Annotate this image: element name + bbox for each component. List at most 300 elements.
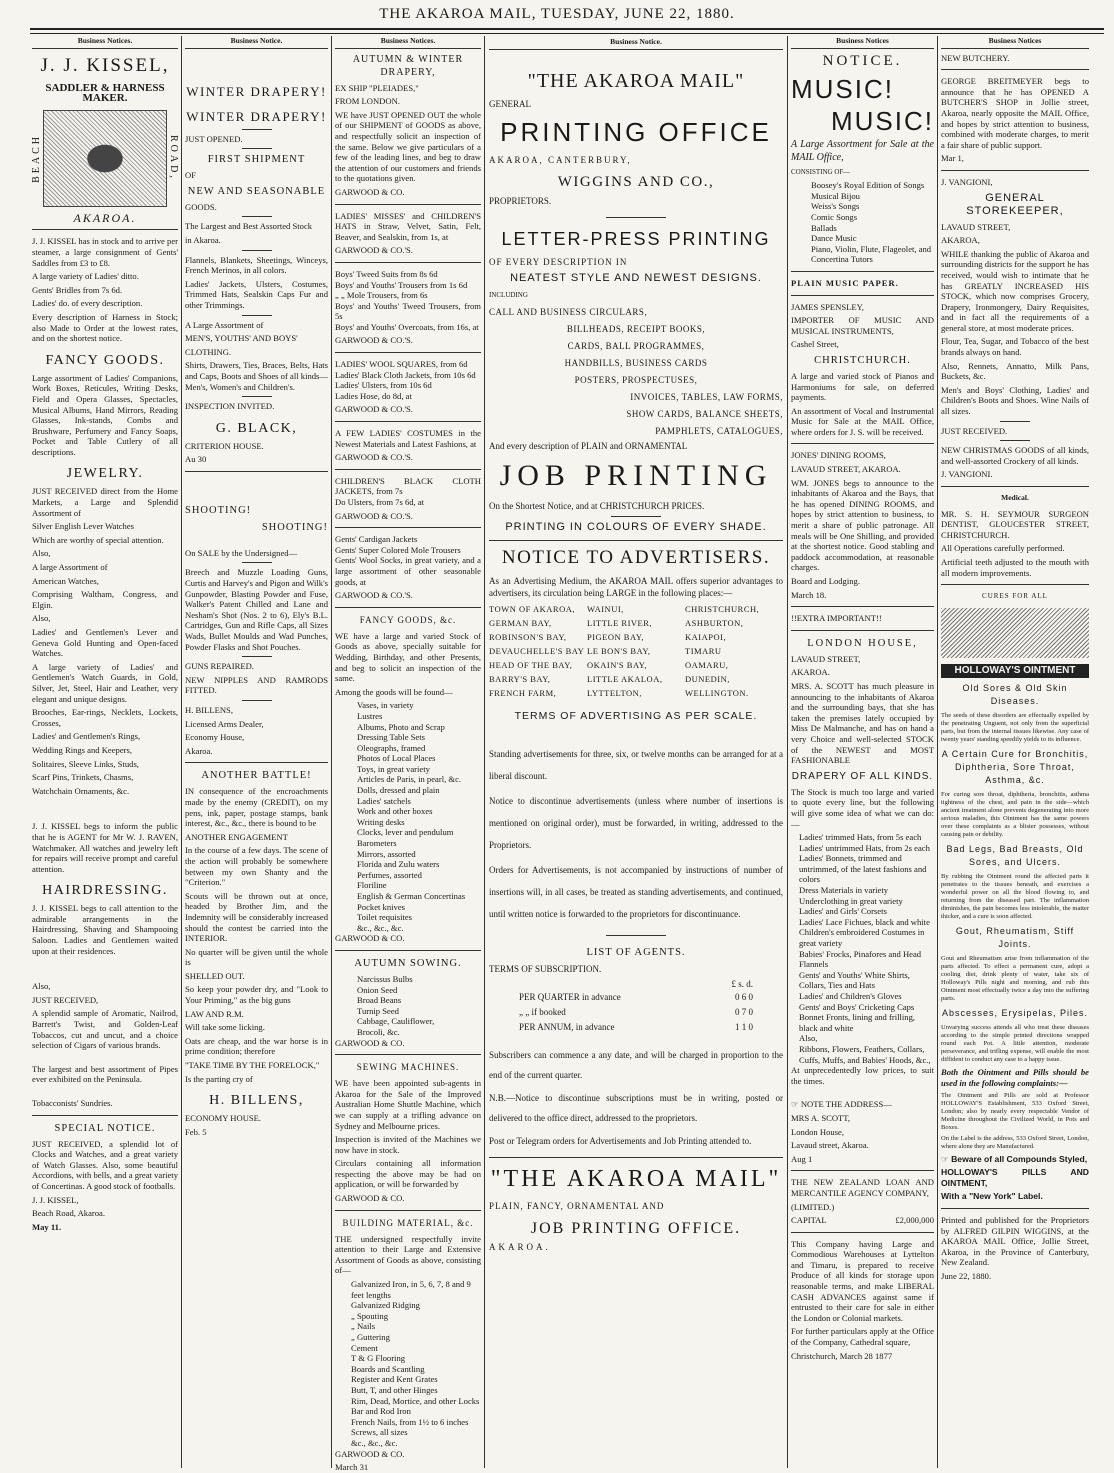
date: Christchurch, March 28 1877 [791,1350,893,1361]
paragraph: Circulars containing all information respecting the above may be had on application, or will be forwarded by [335,1158,481,1190]
column-divider [331,36,332,1468]
list-item: Screws, all sizes [351,1427,408,1438]
town-name: PIGEON BAY, [587,632,644,642]
section-heading: Old Sores & Old Skin Diseases. [962,683,1068,707]
section-heading: FANCY GOODS. [45,352,165,368]
paper-title: "THE AKAROA MAIL" [527,70,745,92]
signature: GARWOOD & CO. [335,933,405,944]
paragraph: GEORGE BREITMEYER begs to announce that he has OPENED A BUTCHER'S SHOP in Jollie street, Akaroa, nearly opposite the MAIL Office, and hopes by strict attention to business, combined with moderate charges, to merit a fair share of public support. [941,76,1089,150]
capital-row [791,1215,934,1226]
section-heading: NOTICE TO ADVERTISERS. [501,547,771,568]
town-name: LE BON'S BAY, [587,646,651,656]
paragraph: Unvarying success attends all who treat these diseases according to the simple printed directions wrapped round each Pot. A little attention, moderate perseverance, and trifling expense, will enable the most diffident to conduct any case to a happy issue. [941,1024,1089,1064]
paragraph: The largest and best assortment of Pipes ever exhibited on the Peninsula. [32,1063,178,1085]
price-row [489,1005,783,1020]
town-name: WELLINGTON. [685,688,749,698]
section-heading: TERMS OF ADVERTISING AS PER SCALE. [514,710,758,722]
section-heading: SHOOTING! [261,521,328,533]
printing-office-heading: PRINTING OFFICE [500,117,772,147]
signature: GARWOOD & CO.'S. [335,245,413,256]
paragraph: At unprecedentedly low prices, to suit the times. [791,1065,934,1086]
paragraph: A splendid sample of Aromatic, Nailrod, Barrett's Twist, and Golden-Leaf Tobaccos, cut and uncut, and a choice selection of Cigars of various brands. [32,1008,178,1051]
paragraph: Post or Telegram orders for Advertisements and Job Printing attended to. [489,1136,752,1146]
top-rule-thin [30,33,1104,34]
paragraph: N.B.—Notice to discontinue subscriptions must be in writing, posted or delivered to the office direct, addressed to the proprietors. [489,1093,783,1123]
paragraph: CRITERION HOUSE. [185,440,264,451]
price-row [489,1020,783,1035]
paragraph: A large and varied stock of Pianos and Harmoniums for sale, on deferred payments. [791,370,934,403]
list-item: Articles de Paris, in pearl, &c. [357,774,462,785]
printing-service: HANDBILLS, BUSINESS CARDS [564,358,708,368]
paragraph: LADIES' MISSES' and CHILDREN'S HATS in Straw, Velvet, Satin, Felt, Beaver, and Sealskin, from 1s, at [335,210,481,242]
printing-service: SHOW CARDS, BALANCE SHEETS, [626,409,783,419]
paragraph: NEW NIPPLES AND RAMRODS FITTED. [185,674,328,696]
paragraph: MEN'S, YOUTHS' AND BOYS' [185,333,298,344]
list-item: Oleographs, framed [357,742,426,753]
list-item: Perfumes, assorted [357,869,422,880]
paragraph: Will take some licking. [185,1022,265,1033]
list-item: Dolls, dressed and plain [357,785,440,796]
paragraph: NEW BUTCHERY. [941,52,1010,63]
date: Mar 1, [941,153,964,164]
paragraph: Ladies' do. of every description. [32,298,143,309]
paragraph: LAVAUD STREET, AKAROA. [791,464,901,475]
list-item: Pocket knives [357,901,405,912]
date: May 11. [32,1221,62,1232]
signature: GARWOOD & CO.'S. [335,452,413,463]
section-heading: GENERAL STOREKEEPER, [966,191,1064,217]
paragraph: Akaroa. [185,745,213,756]
printing-service: CARDS, BALL PROGRAMMES, [567,341,705,351]
capital-label: CAPITAL [791,1215,827,1226]
section-heading: LETTER-PRESS PRINTING [501,229,771,249]
saddle-illustration-icon [43,110,168,207]
paragraph: Flour, Tea, Sugar, and Tobacco of the best brands always on hand. [941,336,1089,358]
list-item: T & G Flooring [351,1353,406,1364]
music-list [791,180,934,265]
paragraph: Ladies' Jackets, Ulsters, Costumes, Trimmed Hats, Sealskin Caps Fur and other Trimmings. [185,278,328,310]
paragraph: Orders for Advertisements, is not accompanied by instructions of number of insertions will, in all cases, be treated as standing advertisements, and continued, until written notice is forwarded to the proprietors for discontinuance. [489,865,783,919]
signature: GARWOOD & CO. [335,1448,405,1459]
paragraph: CHILDREN'S BLACK CLOTH JACKETS, from 7s Do Ulsters, from 7s 6d, at [335,475,481,507]
list-item: Turnip Seed [357,1005,399,1016]
paragraph: The Stock is much too large and varied to quote every line, but the following will give some idea of what we can do:— [791,786,934,829]
column-header: Business Notice. [185,36,328,49]
paragraph: Solitaires, Sleeve Links, Studs, [32,758,139,769]
paragraph: On the Shortest Notice, and at CHRISTCHURCH PRICES. [489,501,705,511]
list-item: Onion Seed [357,984,398,995]
seed-list [335,974,481,1038]
job-printing-heading: JOB PRINTING [499,459,773,492]
paragraph: Which are worthy of special attention. [32,534,164,545]
section-heading: Abscesses, Erysipelas, Piles. [941,1008,1089,1019]
town-name: LITTLE RIVER, [587,618,653,628]
capital-value: £2,000,000 [895,1215,934,1226]
price-row [489,990,783,1005]
paragraph: Watchchain Ornaments, &c. [32,785,130,796]
list-item: Ribbons, Flowers, Feathers, Collars, Cuffs, Muffs, and Babies' Hoods, &c., [799,1043,931,1065]
paragraph: OF [185,170,196,181]
paragraph: Boys' Tweed Suits from 8s 6d Boys' and Youths' Trousers from 1s 6d „ „ Mole Trousers, from 6s Boys' and Youths' Tweed Trousers, from 5s Boys' and Youths' Overcoats, from 16s, at [335,268,481,332]
list-item: Piano, Violin, Flute, Flageolet, and Concertina Tutors [811,243,932,265]
section-heading: JEWELRY. [66,466,144,482]
section-heading: SPECIAL NOTICE. [54,1122,156,1134]
signature: GARWOOD & CO.'S. [335,404,413,415]
list-item: Children's embroidered Costumes in great variety [799,927,925,949]
section-heading: Bad Legs, Bad Breasts, Old Sores, and Ulcers. [946,844,1084,868]
list-item: Boards and Scantling [351,1363,425,1374]
paragraph: Ladies' and Gentlemen's Rings, [32,731,141,742]
paragraph: Is the parting cry of [185,1073,253,1084]
paragraph: WE have JUST OPENED OUT the whole of our SHIPMENT of GOODS as above, and respectfully solicit an inspection of the same. Below we give particulars of a few of the leading lines, and beg to draw the attention of our customers and friends to the quotations given. [335,109,481,184]
top-rule [30,28,1104,30]
paragraph: JUST RECEIVED, a splendid lot of Clocks and Watches, and a great variety of Watch Glasses. Also, some beautiful Accordions, with bells, and a great variety of Concertinas. A good stock of footballs. [32,1138,178,1191]
paragraph: J. J. KISSEL begs to inform the public that he is AGENT for Mr W. J. RAVEN, Watchmaker. All watches and jewelry left for repairs will receive prompt and careful attention. [32,821,178,874]
town-name: WAINUI, [587,604,624,614]
paragraph: Lavaud street, Akaroa. [791,1140,869,1151]
section-heading: PRINTING IN COLOURS OF EVERY SHADE. [505,521,767,533]
list-item: Narcissus Bulbs [357,973,413,984]
paragraph: The Ointment and Pills are sold at Professor HOLLOWAY'S Establishment, 533 Oxford Street, London; also by nearly every respectable Vendor of Medicine throughout the Civilized World, in Pots and Boxes. [941,1091,1089,1131]
paragraph: With a "New York" Label. [941,1191,1043,1202]
list-item: Ladies' Bonnets, trimmed and untrimmed, of the latest fashions and colors [799,853,927,885]
paragraph: PROPRIETORS. [489,196,552,206]
list-item: Clocks, lever and pendulum [357,827,454,838]
music-heading: MUSIC! [791,73,894,104]
list-item: Work and other boxes [357,806,433,817]
list-item: Register and Kent Grates [351,1374,438,1385]
paragraph: WE have a large and varied Stock of Goods as above, specially suitable for Wedding, Birthday, and other Presents, and beg to solicit an inspection of the same. [335,630,481,684]
section-heading: NOTICE. [822,52,903,69]
paragraph: An assortment of Vocal and Instrumental Music for Sale at the MAIL Office, where orders for J. S. will be received. [791,405,934,437]
printing-service: POSTERS, PROSPECTUSES, [574,375,698,385]
town-name: DUNEDIN, [685,674,730,684]
list-item: Bar and Rod Iron [351,1406,411,1417]
list-item: Toilet requisites [357,912,413,923]
town-name: HEAD OF THE BAY, [489,660,573,670]
paragraph: PLAIN MUSIC PAPER. [791,277,899,288]
column-4 [489,36,783,1466]
paragraph: LAVAUD STREET, [941,221,1011,232]
list-item: Gents' and Boys' Cricketing Caps [799,1001,915,1012]
signature: GARWOOD & CO. [335,1037,405,1048]
list-item: Galvanized Ridging [351,1300,420,1311]
list-item: Weiss's Songs [811,201,860,212]
paragraph: A large Assortment of [32,562,108,573]
paragraph: ☞ NOTE THE ADDRESS— [791,1099,892,1110]
list-item: Florida and Zulu waters [357,859,440,870]
paragraph: WM. JONES begs to announce to the inhabitants of Akaroa and the Bays, that he has opened DINING ROOMS, and hopes by strict attention to business, to merit a share of public patronage. All meals will be One Shilling, and provided at the shortest notice. Good stabling and paddock accommodation, at reasonable charges. [791,477,934,573]
paragraph: PLAIN, FANCY, ORNAMENTAL AND [489,1201,665,1211]
signature: Beach Road, Akaroa. [32,1208,106,1219]
ointment-banner: HOLLOWAY'S OINTMENT [941,664,1089,679]
section-heading: HAIRDRESSING. [42,883,168,899]
signature: GARWOOD & CO.'S. [335,335,413,346]
paragraph: Also, [32,613,51,624]
paragraph: AKAROA. [489,1242,551,1252]
section-heading: FIRST SHIPMENT [207,154,306,166]
list-item: Dress Materials in variety [799,885,889,896]
price-value: 0 7 0 [735,1007,753,1017]
column-header: Business Notices. [32,36,178,49]
list-item: Comic Songs [811,211,858,222]
section-heading: AUTUMN SOWING. [354,957,462,969]
paragraph: Standing advertisements for three, six, or twelve months can be arranged for at a liberal discount. [489,749,783,781]
paragraph: Gents' Bridles from 7s 6d. [32,284,123,295]
column-divider [787,36,788,1468]
printing-service: PAMPHLETS, CATALOGUES, [655,426,783,436]
list-item: English & German Concertinas [357,891,466,901]
paragraph: Artificial teeth adjusted to the mouth with all modern improvements. [941,556,1089,578]
section-heading: LIST OF AGENTS. [586,947,686,958]
paragraph: MRS A. SCOTT, [791,1112,851,1123]
signature: GARWOOD & CO.'S. [335,510,413,521]
town-name: OKAIN'S BAY, [587,660,647,670]
paragraph: ☞ Beware of all Compounds Styled, [941,1153,1088,1164]
list-item: Albums, Photo and Scrap [357,721,445,732]
column-divider [484,36,485,1468]
paragraph: MR. S. H. SEYMOUR SURGEON DENTIST, GLOUCESTER STREET, CHRISTCHURCH. [941,508,1089,540]
paragraph: FROM LONDON. [335,96,400,107]
printing-service: BILLHEADS, RECEIPT BOOKS, [566,324,706,334]
building-list [335,1279,481,1449]
column-3 [335,36,481,1473]
paragraph: Subscribers can commence a any date, and will be charged in proportion to the end of the current quarter. [489,1050,783,1080]
paragraph: Wedding Rings and Keepers, [32,744,133,755]
list-item: Toys, in great variety [357,763,430,774]
paragraph: Scouts will be thrown out at once, headed by Brother Jim, and the Indemnity will be considerably increased should the contest be carried into the INTERIOR. [185,890,328,944]
paragraph: Board and Lodging. [791,576,860,586]
drapery-list [791,832,934,1065]
town-name: OAMARU, [685,660,729,670]
paragraph: On SALE by the Undersigned— [185,547,298,558]
price-label: PER ANNUM, in advance [519,1022,615,1032]
paragraph: The seeds of these disorders are effectually expelled by the penetrating Unguent, not only from the superficial parts, but from the internal tissues likewise. Any case of twenty years' standing speedily yields to its influence. [941,712,1089,744]
column-header: Business Notice. [489,36,783,50]
side-label-left: BEACH [31,133,42,183]
paragraph: A large variety of Ladies' and Gentlemen's Watch Guards, in Gold, Silver, Jet, Steel, Hair and Leather, very elegant and unique designs. [32,661,178,704]
list-item: Ladies' Lace Fichues, black and white [799,916,930,927]
section-heading: SHOOTING! [185,504,252,516]
paragraph: Every description of Harness in Stock; also Made to Order at the lowest rates, and on the shortest notice. [32,311,178,344]
list-item: Galvanized Iron, in 5, 6, 7, 8 and 9 feet lengths [351,1279,471,1300]
list-item: Mirrors, assorted [357,848,416,859]
paragraph: JONES' DINING ROOMS, [791,450,886,461]
list-item: Ballads [811,222,837,233]
paragraph: Inspection is invited of the Machines we now have in stock. [335,1134,481,1155]
paragraph: Large assortment of Ladies' Companions, Work Boxes, Reticules, Writing Desks, Field and Opera Glasses, Spectacles, Musical Albums, Hand Mirrors, Reading Glasses, Ink-stands, Combs and Brushware, Perfumery and Fancy Soaps, Pocket and Table Cutlery of all descriptions. [32,372,178,457]
section-heading: CHRISTCHURCH. [814,354,911,366]
paragraph: No quarter will be given until the whole is [185,946,328,968]
paragraph: Also, Rennets, Annatto, Milk Pans, Buckets, &c. [941,360,1089,382]
paragraph: Also, [32,548,51,559]
column-divider [937,36,938,1468]
list-item: Ladies' satchels [357,795,411,806]
paragraph: IMPORTER OF MUSIC AND MUSICAL INSTRUMENTS, [791,315,934,336]
column-header: Business Notices. [335,36,481,49]
paragraph: So keep your powder dry, and "Look to Your Priming," as the big guns [185,984,328,1006]
paragraph: Comprising Waltham, Congress, and Elgin. [32,589,178,610]
holloway-figure-icon [941,608,1089,658]
section-heading: NEATEST STYLE AND NEWEST DESIGNS. [510,272,762,284]
paragraph: Scarf Pins, Trinkets, Chasms, [32,772,134,783]
list-item: Bonnet Fronts, lining and frilling, black and white [799,1012,916,1033]
paragraph: A FEW LADIES' COSTUMES in the Newest Materials and Latest Fashions, at [335,428,481,449]
paragraph: For curing sore throat, diphtheria, bronchitis, asthma tightness of the chest, and pain in the side—which ancient treatment alone prevents degenerating into more serious maladies, this Ointment has the same powers over these complaints as a blister possesses, without causing pain or debility. [941,791,1089,839]
section-heading: A Certain Cure for Bronchitis, Diphtheria, Sore Throat, Asthma, &c. [941,749,1089,786]
paragraph: SHELLED OUT. [185,970,245,981]
section-heading: SEWING MACHINES. [356,1062,460,1073]
section-heading: WINTER DRAPERY! [186,83,327,99]
town-name: DEVAUCHELLE'S BAY [489,646,585,656]
circulation-towns [489,602,783,700]
column-divider [181,36,182,1468]
column-header: Business Notices [941,36,1089,49]
printing-service: CALL AND BUSINESS CIRCULARS, [489,307,648,317]
list-item: „ Guttering [351,1332,390,1342]
paragraph: JUST RECEIVED. [941,425,1008,436]
paragraph: MRS. A. SCOTT has much pleasure in announcing to the inhabitants of Akaroa and the surrounding bays, that she has taken the premises lately occupied by Miss De Malmanche, and has on hand a very Choice and well-selected STOCK of the NEWEST and MOST FASHIONABLE [791,680,934,766]
currency-header: £ s. d. [731,979,753,989]
section-heading: AUTUMN & WINTER DRAPERY, [352,53,464,78]
list-item: Vases, in variety [357,700,414,711]
paragraph: Brooches, Ear-rings, Necklets, Lockets, Crosses, [32,707,178,728]
price-label: PER QUARTER in advance [519,992,621,1002]
paragraph: JAMES SPENSLEY, [791,301,864,312]
town-name: ROBINSON'S BAY, [489,632,567,642]
music-heading: MUSIC! [831,105,934,136]
paragraph: GENERAL [489,99,531,109]
section-heading: BUILDING MATERIAL, &c. [342,1217,474,1228]
paragraph: A large variety of Ladies' ditto. [32,271,139,282]
paragraph: ANOTHER ENGAGEMENT [185,831,288,842]
town-name: FRENCH FARM, [489,688,557,698]
town-name: TIMARU [685,646,722,656]
price-label: „ „ if booked [519,1007,566,1017]
town-name: GERMAN BAY, [489,618,552,628]
town-name: CHRISTCHURCH, [685,604,760,614]
paragraph: A Large Assortment of [185,319,264,330]
paragraph: Oats are cheap, and the war horse is in prime condition; therefore [185,1035,328,1057]
paragraph: in Akaroa. [185,234,221,245]
price-value: 0 6 0 [735,992,753,1002]
paragraph: Printed and published for the Proprietors by ALFRED GILPIN WIGGINS, at the AKAROA MAIL Office, Jollie Street, Akaroa, in the Province of Canterbury, New Zealand. [941,1214,1089,1268]
paragraph: JUST RECEIVED direct from the Home Markets, a Large and Splendid Assortment of [32,486,178,518]
paragraph: Silver English Lever Watches [32,521,135,532]
list-item: Brocoli, &c. [357,1026,400,1037]
list-item: Dance Music [811,233,857,244]
paragraph: GUNS REPAIRED. [185,661,254,672]
paragraph: All Operations carefully performed. [941,543,1065,554]
paragraph: INCLUDING [489,291,528,299]
kissel-place: AKAROA. [73,210,137,225]
kissel-trade: SADDLER & HARNESS MAKER. [45,81,165,105]
paragraph: This Company having Large and Commodious Warehouses at Lyttelton and Timaru, is prepared to receive Produce of all kinds for storage upon reasonable terms, and make LIBERAL CASH ADVANCES against same if entrusted to their care for sale in either the London or Colonial markets. [791,1238,934,1323]
section-heading: LONDON HOUSE, [807,637,918,649]
paragraph: Tobacconists' Sundries. [32,1098,113,1108]
paragraph: The Largest and Best Assorted Stock [185,221,313,232]
paragraph: OF EVERY DESCRIPTION IN [489,257,628,267]
paragraph: WHILE thanking the public of Akaroa and surrounding districts for the support he has received, would wish to intimate that he has GREATLY INCREASED HIS STOCK, which now comprises Grocery, Drapery, Ironmongery, Dairy Requisites, and in fact all the requirements of a general store, at most moderate prices. [941,248,1089,333]
list-item: Writing desks [357,816,405,827]
section-heading: JOB PRINTING OFFICE. [530,1220,742,1237]
paragraph: INSPECTION INVITED. [185,401,275,412]
date: Aug 1 [791,1153,813,1164]
section-heading: FANCY GOODS, &c. [359,614,457,625]
paragraph: THE NEW ZEALAND LOAN AND MERCANTILE AGENCY COMPANY, [791,1177,934,1198]
paragraph: Cashel Street, [791,339,839,350]
section-heading: DRAPERY OF ALL KINDS. [791,770,934,782]
side-label-right: ROAD, [168,135,179,182]
column-header: Medical. [1001,493,1029,502]
list-item: Floriline [357,880,387,891]
printing-services-list [489,304,783,440]
list-item: Dressing Table Sets [357,732,425,743]
date: Au 30 [185,454,207,465]
paragraph: J. J. KISSEL has in stock and to arrive per steamer, a large consignment of Gents' Saddles from £3 to £8. [32,236,178,268]
list-item: „ Spouting [351,1310,389,1321]
paragraph: HOLLOWAY'S PILLS AND OINTMENT, [941,1167,1089,1188]
paragraph: Notice to discontinue advertisements (unless where number of insertions is mentioned on original order), must be forwarded, in writing, addressed to the Proprietors. [489,796,783,850]
list-item: Photos of Local Places [357,753,436,764]
section-heading: WINTER DRAPERY! [186,108,327,124]
town-name: KAIAPOI, [685,632,727,642]
paragraph: Breech and Muzzle Loading Guns, Curtis and Harvey's and Pigon and Wilk's Gunpowder, Blasting Powder and Fuse, Walker's Patent Chilled and Lane and Nesham's Shot (Nos. 2 to 6), Ely's B.L. Cartridges, Gun and Rifle Caps, all Sizes Wads, Bullet Moulds and Wad Punches, Powder Flasks and Shot Pouches. [185,567,328,652]
masthead: THE AKAROA MAIL, TUESDAY, JUNE 22, 1880. [379,6,735,22]
paragraph: Ladies' and Gentlemen's Lever and Geneva Gold Hunting and Open-faced Watches. [32,627,178,659]
signature: J. J. KISSEL, [32,1194,79,1205]
signature: GARWOOD & CO. [335,1193,405,1204]
list-item: Ladies' and Girls' Corsets [799,906,887,917]
paragraph: ECONOMY HOUSE. [185,1113,262,1124]
paragraph: On the Label is the address, 533 Oxford Street, London, where alone they are Manufactured. [941,1134,1089,1150]
paragraph: J. VANGIONI, [941,176,993,187]
paragraph: J. J. KISSEL begs to call attention to the admirable arrangements in the Hairdressing, Shaving and Shampooing Saloon. Ladies and Gentlemen waited upon at their residences. [32,903,178,956]
paragraph: Licensed Arms Dealer, [185,718,264,729]
date: March 31 [335,1462,369,1473]
paragraph: As an Advertising Medium, the AKAROA MAIL offers superior advantages to advertisers, its circulation being LARGE in the following places:— [489,576,783,598]
paragraph: TERMS OF SUBSCRIPTION. [489,964,602,974]
date: June 22, 1880. [941,1270,992,1281]
paragraph: Also, [32,981,51,992]
paragraph: Economy House, [185,732,245,743]
paragraph: A Large Assortment for Sale at the MAIL Office, [791,138,934,163]
paragraph: IN consequence of the encroachments made by the enemy (CREDIT), on my pens, ink, paper, postage stamps, bank interest, &c., &c., there is bound to be [185,786,328,829]
price-value: 1 1 0 [735,1022,753,1032]
paragraph: American Watches, [32,575,99,586]
list-item: Gents' and Youths' White Shirts, Collars, Ties and Hats [799,969,910,991]
list-item: Rim, Dead, Mortice, and other Locks [351,1395,480,1406]
section-heading: ANOTHER BATTLE! [201,770,312,782]
paragraph: And every description of PLAIN and ORNAMENTAL [489,441,688,451]
paragraph: THE undersigned respectfully invite attention to their Large and Extensive Assortment of Goods as above, consisting of— [335,1233,481,1276]
cures-banner: CURES FOR ALL [982,592,1048,601]
list-item: Also, [799,1033,818,1044]
paragraph: CLOTHING. [185,346,232,357]
date: Feb. 5 [185,1126,207,1137]
section-heading: NEW AND SEASONABLE [187,185,326,197]
list-item: Ladies' trimmed Hats, from 5s each [799,832,922,843]
paragraph: EX SHIP "PLEIADES," [335,82,419,93]
list-item: French Nails, from 1½ to 6 inches [351,1416,469,1427]
signature: GARWOOD & CO. [335,186,405,197]
paragraph: NEW CHRISTMAS GOODS of all kinds, and well-assorted Crockery of all kinds. [941,445,1089,466]
signature: GARWOOD & CO.'S. [335,590,413,601]
paragraph: "TAKE TIME BY THE FORELOCK," [185,1060,320,1071]
column-2 [185,36,328,1466]
list-item: Ladies' untrimmed Hats, from 2s each [799,842,930,853]
paragraph: Among the goods will be found— [335,686,453,697]
